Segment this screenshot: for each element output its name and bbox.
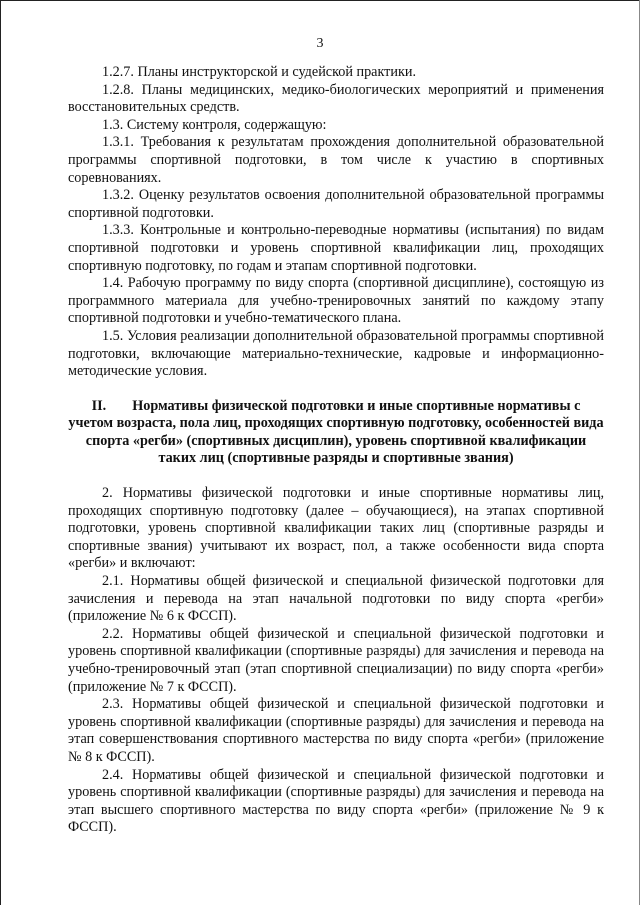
paragraph-1-3-3: 1.3.3. Контрольные и контрольно-переводные нормативы (испытания) по видам спортивной подготовки и уровень спортивной квалификации лиц, проходящих спортивную подготовку, по годам и этапам спортивной подготовки. — [68, 222, 604, 274]
paragraph-2-3: 2.3. Нормативы общей физической и специальной физической подготовки и уровень спортивной квалификации (спортивные разряды) для зачисления и перевода на этап совершенствования спортивного мастерства по виду спорта «регби» (приложение № 8 к ФССП). — [68, 696, 604, 765]
paragraph-1-2-8: 1.2.8. Планы медицинских, медико-биологических мероприятий и применения восстановительных средств. — [68, 81, 604, 116]
section-title: Нормативы физической подготовки и иные спортивные нормативы с учетом возраста, пола лиц, проходящих спортивную подготовку, особенностей вида спорта «регби» (спортивных дисциплин), уровень спортивной квалификации таких лиц (спортивные разряды и спортивные звания) — [68, 397, 604, 467]
paragraph-1-3: 1.3. Систему контроля, содержащую: — [102, 116, 327, 133]
page-number: 3 — [316, 36, 324, 51]
scan-edge-top — [0, 0, 640, 1]
scan-edge-left — [0, 0, 1, 905]
paragraph-1-4: 1.4. Рабочую программу по виду спорта (спортивной дисциплине), состоящую из программного материала для учебно-тренировочных занятий по каждому этапу спортивной подготовки и учебно-тематического плана. — [68, 275, 604, 327]
paragraph-2: 2. Нормативы физической подготовки и иные спортивные нормативы лиц, проходящих спортивную подготовку (далее – обучающиеся), на этапах спортивной подготовки, уровень спортивной квалификации таких лиц (спортивные разряды и спортивные звания) учитывают их возраст, пол, а также особенности вида спорта «регби» и включают: — [68, 485, 604, 572]
document-body — [68, 64, 604, 837]
spacer — [68, 468, 604, 485]
section-number: II. — [91, 397, 107, 414]
paragraph-1-3-2: 1.3.2. Оценку результатов освоения дополнительной образовательной программы спортивной подготовки. — [68, 187, 604, 221]
spacer — [68, 381, 604, 398]
section-heading — [68, 398, 604, 468]
paragraph-2-1: 2.1. Нормативы общей физической и специальной физической подготовки для зачисления и перевода на этап начальной подготовки по виду спорта «регби» (приложение № 6 к ФССП). — [68, 573, 604, 625]
paragraph-2-2: 2.2. Нормативы общей физической и специальной физической подготовки и уровень спортивной квалификации (спортивные разряды) для зачисления и перевода на учебно-тренировочный этап (этап спортивной специализации) по виду спорта «регби» (приложение № 7 к ФССП). — [68, 625, 604, 695]
paragraph-2-4: 2.4. Нормативы общей физической и специальной физической подготовки и уровень спортивной квалификации (спортивные разряды) для зачисления и перевода на этап высшего спортивного мастерства по виду спорта «регби» (приложение № 9 к ФССП). — [68, 766, 604, 836]
paragraph-1-3-1: 1.3.1. Требования к результатам прохождения дополнительной образовательной программы спортивной подготовки, в том числе к участию в спортивных соревнованиях. — [68, 134, 604, 186]
paragraph-1-2-7: 1.2.7. Планы инструкторской и судейской практики. — [102, 64, 416, 80]
paragraph-1-5: 1.5. Условия реализации дополнительной образовательной программы спортивной подготовки, включающие материально-технические, кадровые и информационно-методические условия. — [68, 327, 604, 380]
